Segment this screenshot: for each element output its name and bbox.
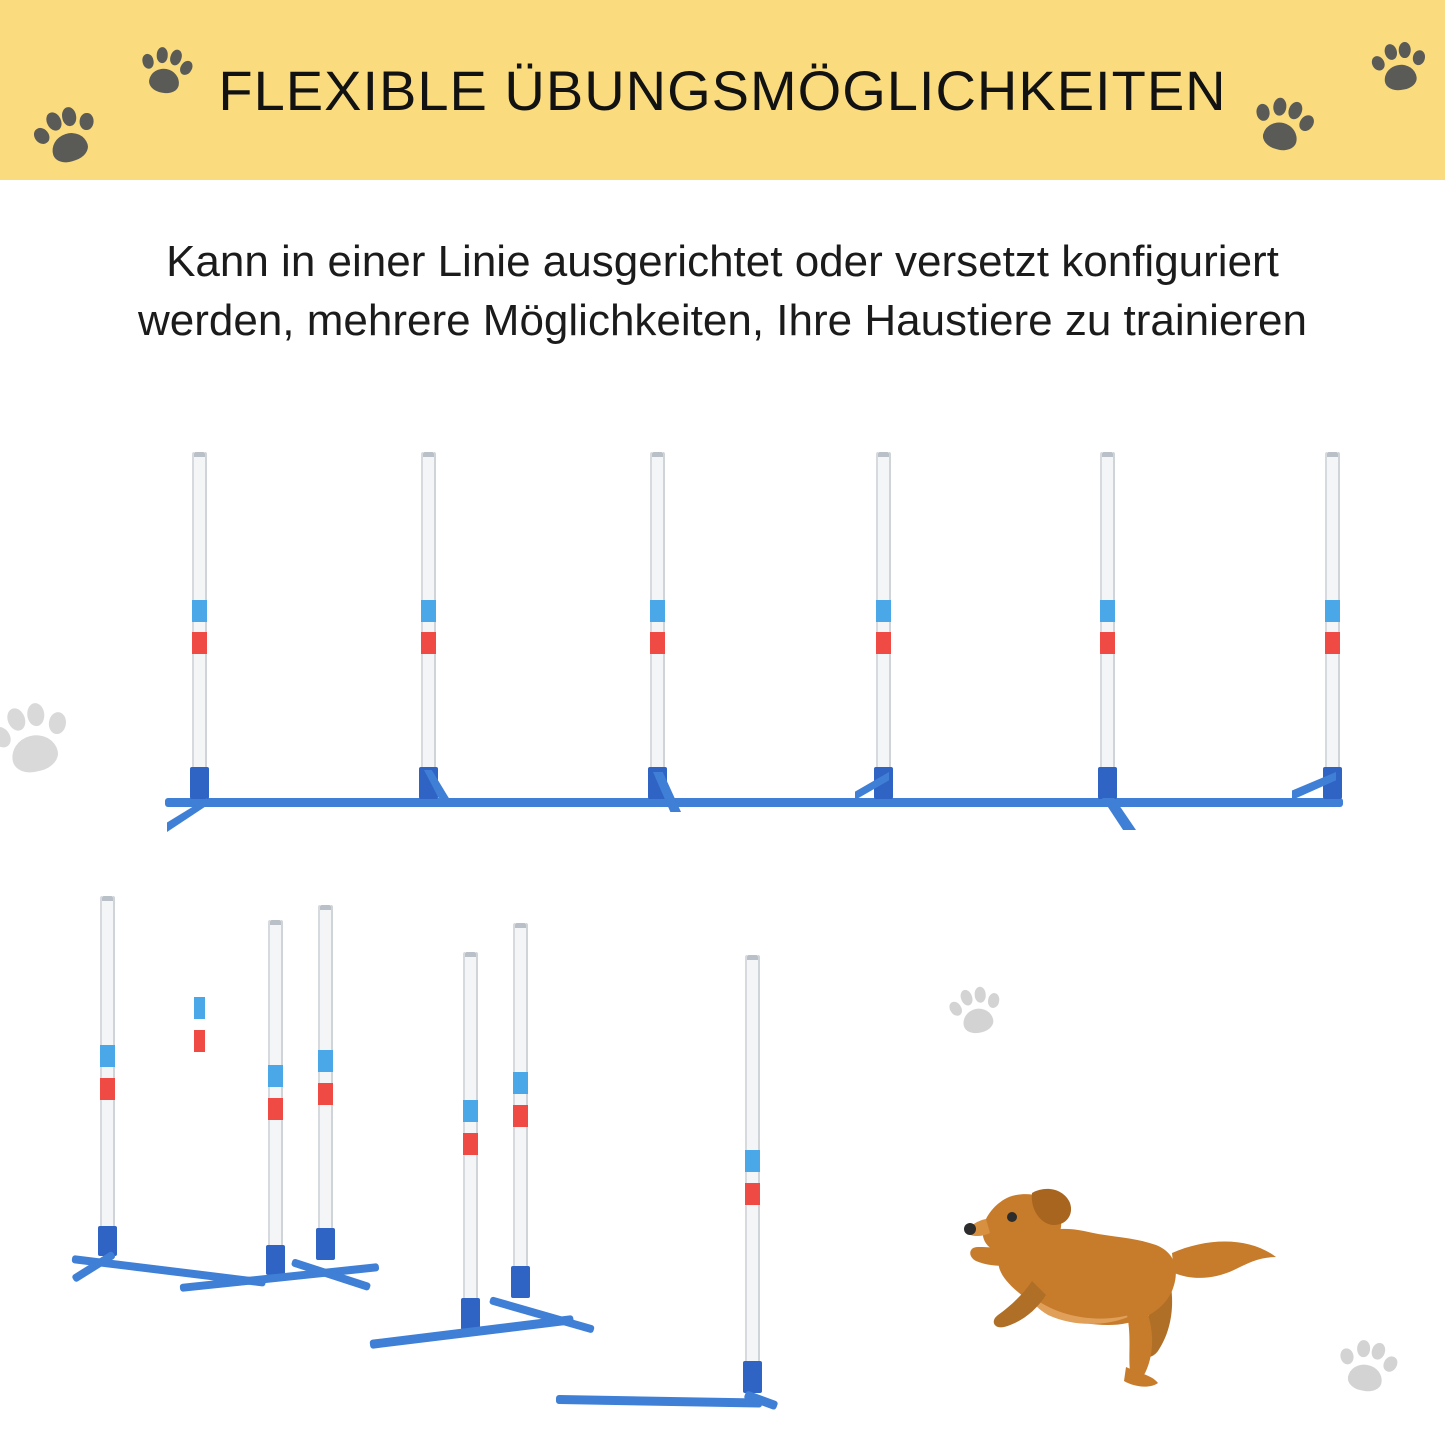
pole-band-red — [421, 632, 436, 654]
subtitle-line-2: werden, mehrere Möglichkeiten, Ihre Haustiere zu trainieren — [137, 296, 1307, 346]
subtitle — [110, 232, 1335, 351]
pole-band-red — [100, 1078, 115, 1100]
paw-print-icon — [1369, 37, 1430, 98]
pole-band-blue — [100, 1045, 115, 1067]
pole-band-red — [745, 1183, 760, 1205]
pole-base-collar — [511, 1266, 530, 1298]
pole-base-collar — [190, 767, 209, 799]
pole-band-red — [1100, 632, 1115, 654]
pole-band-blue — [421, 600, 436, 622]
pole-band-blue — [745, 1150, 760, 1172]
pole-base-collar — [1098, 767, 1117, 799]
pole-foot — [556, 1395, 762, 1408]
product-illustration — [0, 400, 1445, 1445]
pole-band-blue — [318, 1050, 333, 1072]
pole-band-red — [318, 1083, 333, 1105]
paw-print-icon — [27, 97, 105, 175]
banner-title: FLEXIBLE ÜBUNGSMÖGLICHKEITEN — [218, 58, 1227, 122]
subtitle-line-1: Kann in einer Linie ausgerichtet oder versetzt konfiguriert — [166, 237, 1279, 286]
pole-band-red — [650, 632, 665, 654]
pole-base-collar — [743, 1361, 762, 1393]
pole-band-blue — [268, 1065, 283, 1087]
paw-print-icon — [136, 41, 196, 101]
pole-band-blue — [463, 1100, 478, 1122]
pole-band-red — [268, 1098, 283, 1120]
pole-band-red — [192, 632, 207, 654]
pole-band-red — [1325, 632, 1340, 654]
pole-band-red — [876, 632, 891, 654]
header-banner — [0, 0, 1445, 180]
dog-illustration — [960, 1145, 1290, 1395]
pole-band-red — [463, 1133, 478, 1155]
pole-band-blue — [650, 600, 665, 622]
pole-band-blue — [192, 600, 207, 622]
pole-base-collar — [98, 1226, 117, 1256]
base-connector-bar — [165, 798, 1343, 807]
pole-base-collar — [266, 1245, 285, 1275]
pole-base-collar — [461, 1298, 480, 1330]
pole-band-blue — [1325, 600, 1340, 622]
pole-band-blue — [513, 1072, 528, 1094]
pole-band-red — [513, 1105, 528, 1127]
pole-band-blue — [876, 600, 891, 622]
pole-band-blue — [1100, 600, 1115, 622]
pole-base-collar — [316, 1228, 335, 1260]
paw-print-icon — [1247, 89, 1320, 162]
